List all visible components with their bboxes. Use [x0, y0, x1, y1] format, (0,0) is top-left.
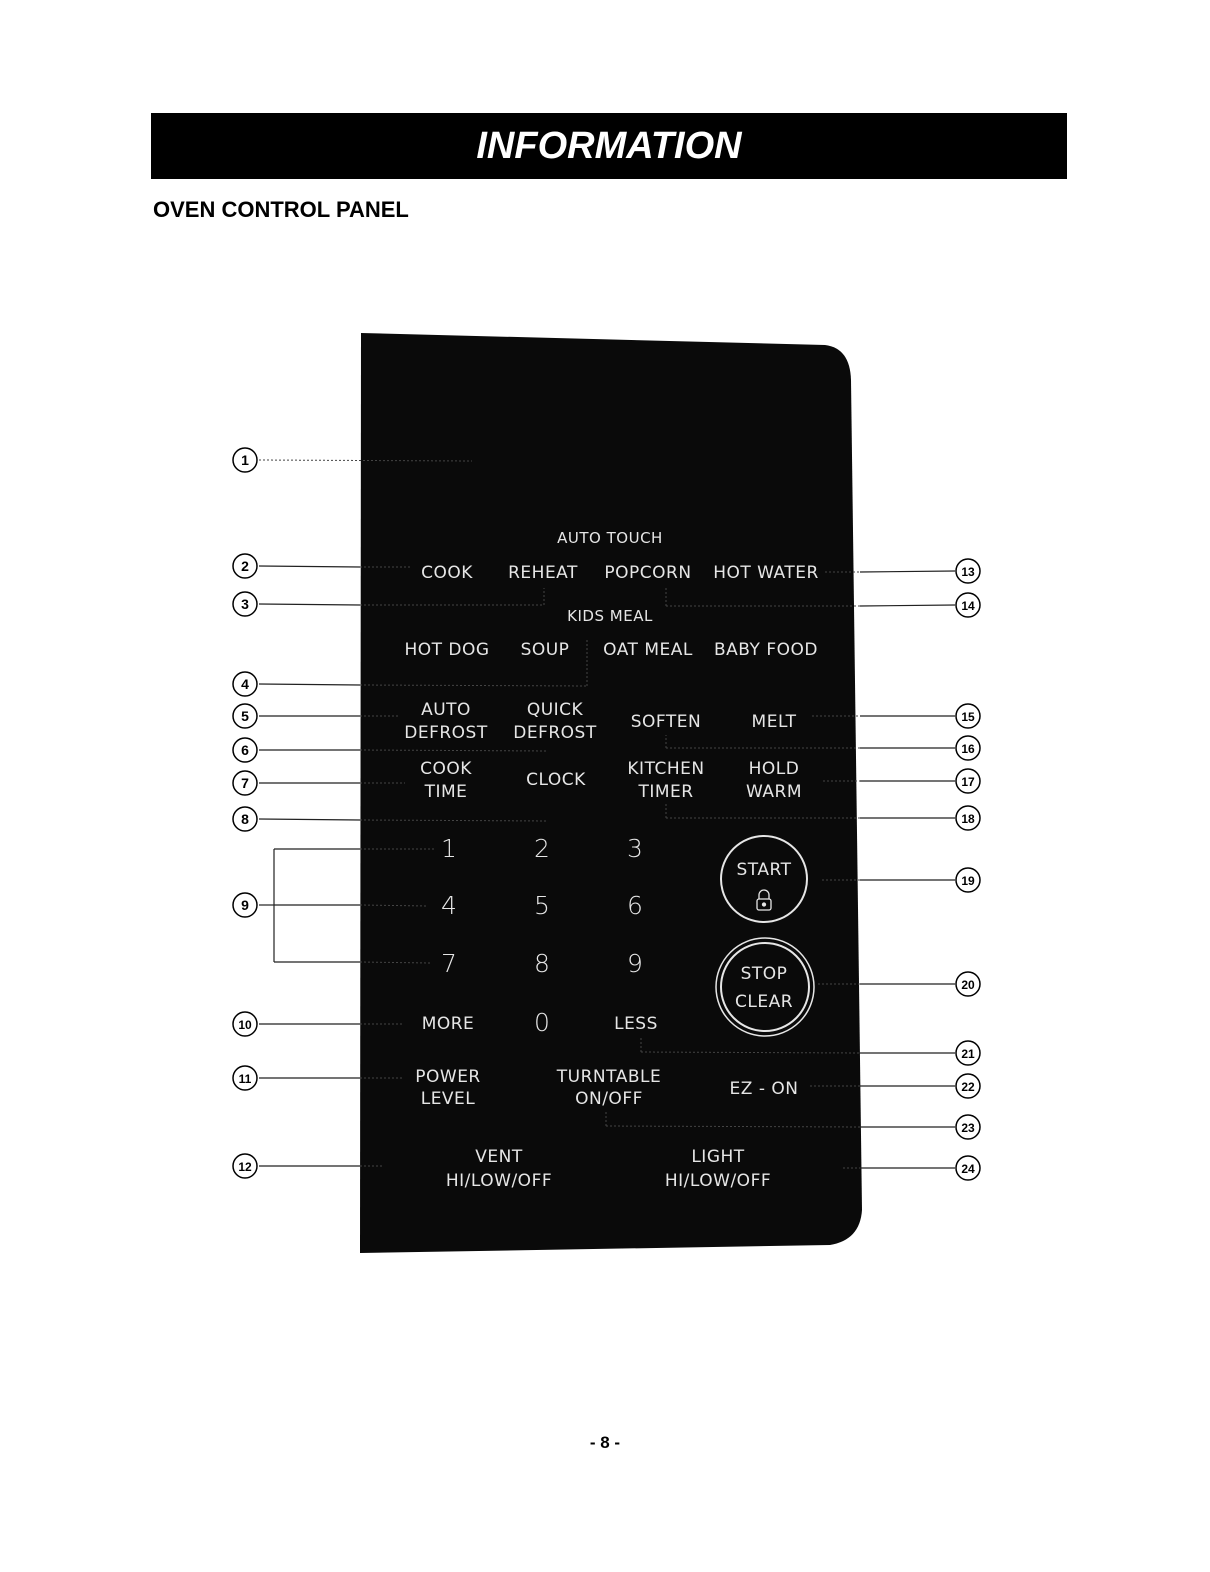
less-button[interactable]: LESS [614, 1014, 658, 1034]
callout-23 [956, 1115, 980, 1139]
clock-button[interactable]: CLOCK [526, 770, 586, 790]
callout-16 [956, 736, 980, 760]
start-button[interactable] [721, 836, 807, 922]
stop-label: STOP [740, 964, 788, 984]
callout-17 [956, 769, 980, 793]
callout-5 [233, 704, 257, 728]
header-title: INFORMATION [476, 125, 742, 167]
svg-text:23: 23 [961, 1121, 975, 1135]
digit-8-button[interactable]: 8 [534, 949, 550, 978]
callout-11 [233, 1066, 257, 1090]
clear-label: CLEAR [734, 992, 794, 1012]
kitchen-timer-line1: KITCHEN [627, 759, 705, 779]
digit-2-button[interactable]: 2 [534, 834, 550, 863]
svg-text:3: 3 [241, 596, 249, 612]
callout-21 [956, 1041, 980, 1065]
quick-defrost-line1: QUICK [526, 700, 584, 720]
callout-12 [233, 1154, 257, 1178]
svg-text:4: 4 [241, 676, 249, 692]
cook-button[interactable]: COOK [421, 563, 473, 583]
power-level-line2: LEVEL [420, 1089, 476, 1109]
melt-button[interactable]: MELT [751, 712, 797, 732]
oat-meal-button[interactable]: OAT MEAL [603, 640, 693, 660]
reheat-button[interactable]: REHEAT [508, 563, 578, 583]
auto-defrost-line1: AUTO [421, 700, 471, 720]
callout-22 [956, 1074, 980, 1098]
svg-text:22: 22 [961, 1080, 975, 1094]
hold-warm-line1: HOLD [748, 759, 800, 779]
svg-text:5: 5 [241, 708, 249, 724]
digit-5-button[interactable]: 5 [534, 891, 550, 920]
callout-8 [233, 807, 257, 831]
svg-text:14: 14 [961, 599, 975, 613]
svg-text:24: 24 [961, 1162, 975, 1176]
soften-button[interactable]: SOFTEN [630, 712, 702, 732]
callout-20 [956, 972, 980, 996]
svg-text:7: 7 [241, 775, 249, 791]
svg-text:21: 21 [961, 1047, 975, 1061]
callout-2 [233, 554, 257, 578]
svg-text:18: 18 [961, 812, 975, 826]
more-button[interactable]: MORE [421, 1014, 475, 1034]
callout-1 [233, 448, 257, 472]
vent-line2: HI/LOW/OFF [445, 1171, 553, 1191]
callout-18 [956, 806, 980, 830]
svg-text:17: 17 [961, 775, 975, 789]
kids-meal-label: KIDS MEAL [567, 607, 653, 625]
cook-time-line2: TIME [424, 782, 468, 802]
page-number: - 8 - [589, 1433, 621, 1452]
popcorn-button[interactable]: POPCORN [604, 563, 692, 583]
svg-text:10: 10 [238, 1018, 252, 1032]
svg-text:12: 12 [238, 1160, 252, 1174]
hold-warm-line2: WARM [746, 782, 802, 802]
callout-4 [233, 672, 257, 696]
turntable-line2: ON/OFF [575, 1089, 643, 1109]
stop-clear-button[interactable] [716, 938, 814, 1036]
callout-19 [956, 868, 980, 892]
digit-3-button[interactable]: 3 [627, 834, 643, 863]
svg-text:16: 16 [961, 742, 975, 756]
svg-text:20: 20 [961, 978, 975, 992]
svg-text:8: 8 [241, 811, 249, 827]
callout-7 [233, 771, 257, 795]
hot-dog-button[interactable]: HOT DOG [404, 640, 490, 660]
svg-text:2: 2 [241, 558, 249, 574]
digit-0-button[interactable]: 0 [534, 1008, 550, 1037]
soup-button[interactable]: SOUP [520, 640, 570, 660]
svg-text:6: 6 [241, 742, 249, 758]
hot-water-button[interactable]: HOT WATER [713, 563, 819, 583]
cook-time-line1: COOK [420, 759, 472, 779]
light-line2: HI/LOW/OFF [664, 1171, 772, 1191]
baby-food-button[interactable]: BABY FOOD [714, 640, 818, 660]
svg-text:19: 19 [961, 874, 975, 888]
ez-on-button[interactable]: EZ - ON [729, 1079, 799, 1099]
svg-text:1: 1 [241, 452, 249, 468]
vent-line1: VENT [475, 1147, 523, 1167]
svg-text:15: 15 [961, 710, 975, 724]
digit-9-button[interactable]: 9 [627, 949, 643, 978]
turntable-line1: TURNTABLE [556, 1067, 662, 1087]
quick-defrost-line2: DEFROST [513, 723, 597, 743]
callout-3 [233, 592, 257, 616]
callout-6 [233, 738, 257, 762]
callout-15 [956, 704, 980, 728]
callout-13 [956, 559, 980, 583]
digit-4-button[interactable]: 4 [441, 891, 457, 920]
light-line1: LIGHT [691, 1147, 745, 1167]
digit-6-button[interactable]: 6 [627, 891, 643, 920]
start-label: START [736, 860, 792, 880]
kitchen-timer-line2: TIMER [638, 782, 694, 802]
auto-defrost-line2: DEFROST [404, 723, 488, 743]
digit-1-button[interactable]: 1 [441, 834, 457, 863]
svg-text:11: 11 [238, 1072, 252, 1086]
digit-7-button[interactable]: 7 [441, 949, 457, 978]
callout-9 [233, 893, 257, 917]
svg-text:13: 13 [961, 565, 975, 579]
callout-14 [956, 593, 980, 617]
auto-touch-label: AUTO TOUCH [557, 529, 663, 547]
power-level-line1: POWER [415, 1067, 481, 1087]
callout-10 [233, 1012, 257, 1036]
svg-text:9: 9 [241, 897, 249, 913]
callout-24 [956, 1156, 980, 1180]
section-title: OVEN CONTROL PANEL [153, 197, 409, 222]
